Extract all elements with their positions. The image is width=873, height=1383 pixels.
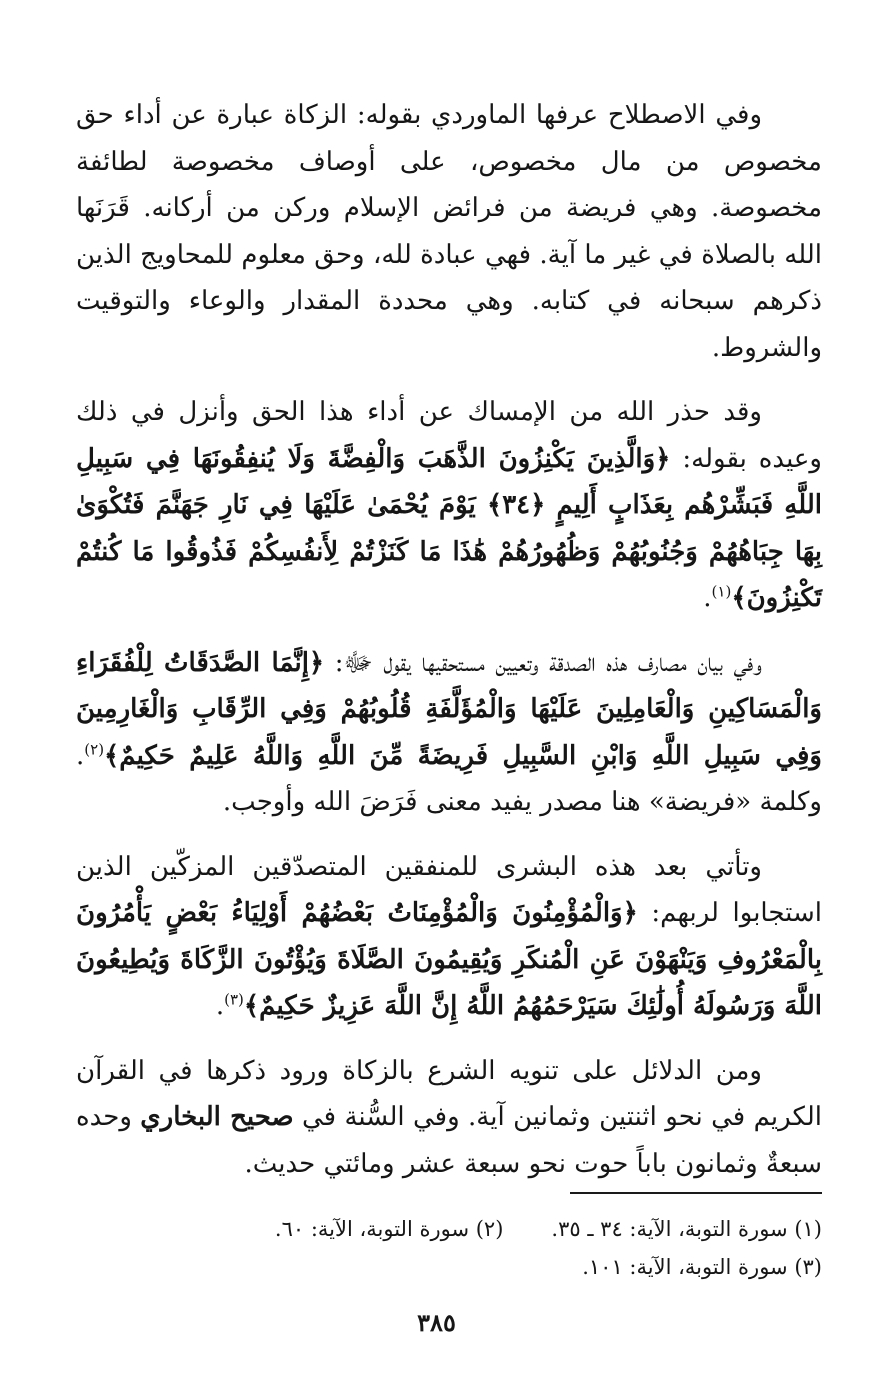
paragraph-definition: وفي الاصطلاح عرفها الماوردي بقوله: الزكاة عبارة عن أداء حق مخصوص من مال مخصوص، على أوصاف مخصوصة لطائفة مخصوصة. وهي فريضة من فرائض الإسلام وركن من أركانه. قَرَنَها الله بالصلاة في غير ما آية. فهي عبادة لله، وحق معلوم للمحاويج الذين ذكرهم سبحانه في كتابه. وهي محددة المقدار والوعاء والتوقيت والشروط. [76, 100, 822, 363]
paragraph-believers [76, 844, 822, 1030]
footnote-ref[interactable]: (٣) [224, 990, 244, 1009]
footnote-row [76, 1210, 822, 1248]
paragraph-recipients [76, 640, 822, 826]
footnote-row [76, 1248, 822, 1286]
footnote-ref[interactable]: (٢) [84, 739, 105, 758]
footnote-item: (٣) سورة التوبة، الآية: ١٠١. [582, 1255, 822, 1279]
footnotes [76, 1210, 822, 1286]
footnote-divider [570, 1192, 822, 1194]
paragraph-outro: . وكلمة «فريضة» هنا مصدر يفيد معنى فَرَضَ الله وأوجب. [76, 740, 822, 817]
quran-verse: ﴿وَالْمُؤْمِنُونَ وَالْمُؤْمِنَاتُ بَعْضُهُمْ أَوْلِيَاءُ بَعْضٍ يَأْمُرُونَ بِالْمَعْرُوفِ وَيَنْهَوْنَ عَنِ الْمُنكَرِ وَيُقِيمُونَ الصَّلَاةَ وَيُؤْتُونَ الزَّكَاةَ وَيُطِيعُونَ اللَّهَ وَرَسُولَهُ أُولَٰئِكَ سَيَرْحَمُهُمُ اللَّهُ إِنَّ اللَّهَ عَزِيزٌ حَكِيمٌ﴾ [76, 898, 822, 1021]
footnote-ref[interactable]: (١) [711, 582, 732, 601]
book-title: صحيح البخاري [140, 1102, 294, 1132]
paragraph-intro: وتأتي بعد هذه البشرى للمنفقين المتصدّقين المزكّين الذين استجابوا لربهم: [76, 851, 822, 928]
paragraph-intro: وقد حذر الله من الإمساك عن أداء هذا الحق وأنزل في ذلك وعيده بقوله: [76, 397, 822, 474]
paragraph-warning [76, 389, 822, 622]
page-number: ٣٨٥ [417, 1308, 456, 1337]
paragraph-outro: . [703, 583, 712, 613]
page-body [76, 92, 822, 1205]
quran-verse: ﴿وَالَّذِينَ يَكْنِزُونَ الذَّهَبَ وَالْفِضَّةَ وَلَا يُنفِقُونَهَا فِي سَبِيلِ اللَّهِ فَبَشِّرْهُم بِعَذَابٍ أَلِيمٍ ﴿٣٤﴾ يَوْمَ يُحْمَىٰ عَلَيْهَا فِي نَارِ جَهَنَّمَ فَتُكْوَىٰ بِهَا جِبَاهُهُمْ وَجُنُوبُهُمْ وَظُهُورُهُمْ هَٰذَا مَا كَنَزْتُمْ لِأَنفُسِكُمْ فَذُوقُوا مَا كُنتُمْ تَكْنِزُونَ﴾ [76, 443, 822, 613]
paragraph-intro: وفي بيان مصارف هذه الصدقة وتعيين مستحقيها يقول ﷻ: [324, 647, 762, 678]
footnote-item: (١) سورة التوبة، الآية: ٣٤ ـ ٣٥. [551, 1217, 822, 1241]
footnote-item: (٢) سورة التوبة، الآية: ٦٠. [274, 1217, 504, 1241]
paragraph-outro: وحده سبعةٌ وثمانون باباً حوت نحو سبعة عشر ومائتي حديث. [76, 1102, 822, 1179]
quran-verse: ﴿إِنَّمَا الصَّدَقَاتُ لِلْفُقَرَاءِ وَالْمَسَاكِينِ وَالْعَامِلِينَ عَلَيْهَا وَالْمُؤَلَّفَةِ قُلُوبُهُمْ وَفِي الرِّقَابِ وَالْغَارِمِينَ وَفِي سَبِيلِ اللَّهِ وَابْنِ السَّبِيلِ فَرِيضَةً مِّنَ اللَّهِ وَاللَّهُ عَلِيمٌ حَكِيمٌ﴾ [76, 647, 822, 771]
paragraph-intro: ومن الدلائل على تنويه الشرع بالزكاة ورود ذكرها في القرآن الكريم في نحو اثنتين وثمانين آية. وفي السُّنة في [76, 1055, 822, 1132]
paragraph-outro: . [215, 991, 225, 1021]
paragraph-evidence [76, 1048, 822, 1188]
